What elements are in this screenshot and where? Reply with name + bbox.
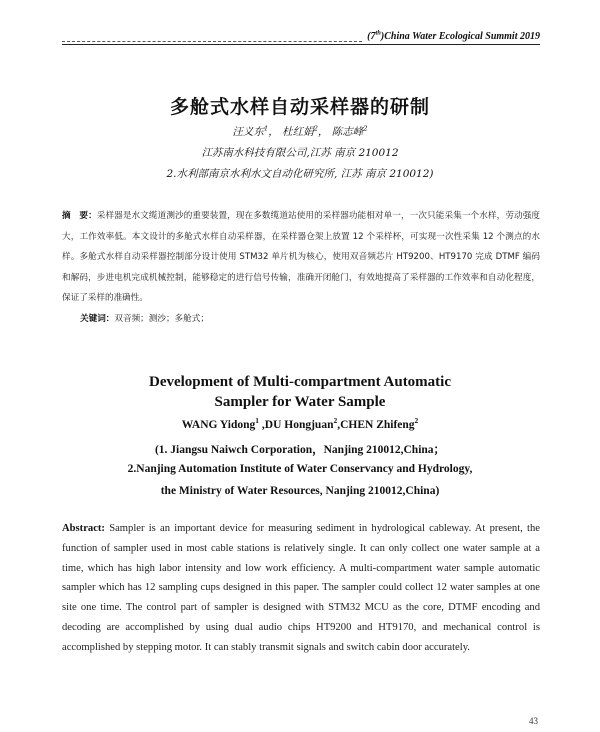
author-en-2-aff: 2: [333, 416, 338, 426]
affiliation-en-1: (1. Jiangsu Naiwch Corporation，Nanjing 210012,China；: [154, 444, 446, 456]
abstract-cn-text: 采样器是水文缆道测沙的重要装置，现在多数缆道站使用的采样器功能相对单一，一次只能采集一个水样，劳动强度大，工作效率低。本文设计的多舱式水样自动采样器，在采样器仓架上放置 12 个采样杯，可实现一次性采集 12 个测点的水样。多舱式水样自动采样器控制部分设计使用 STM32 单片机为核心，使用双音频芯片 HT9200、HT9170 完成 DTMF 编码和解码，步进电机完成机械控制，能够稳定的进行信号传输，准确开闭舱门，有效地提高了采样器的工作效率和自动化程度，保证了采样的准确性。: [62, 211, 540, 303]
author-cn-2-aff: 2: [313, 124, 318, 133]
title-en-line-2: Sampler for Water Sample: [214, 394, 386, 410]
abstract-en-label: Abstract:: [62, 523, 105, 534]
abstract-english: [62, 519, 540, 658]
affiliation-cn-2: 2.水利部南京水利水文自动化研究所, 江苏 南京 210012): [166, 168, 434, 180]
keywords-chinese: [80, 312, 209, 324]
affiliation-cn-1: 江苏南水科技有限公司,江苏 南京 210012: [201, 147, 399, 159]
abstract-en-text: Sampler is an important device for measuring sediment in hydrological cableway. At present, the function of sampler used in most cable stations is relatively single. It can only collect one water sample at a time, which has high labor intensity and low work efficiency. A multi-compartment water sample automatic sampler which has 12 sampling cups designed in this paper. The sampler could collect 12 water samples at one site one time. The control part of sampler is designed with STM32 MCU as the core, DTMF encoding and decoding are accomplished by using dual audio chips HT9200 and HT9170, and mechanical control is accomplished by stepping motor. It can stably transmit signals and switch cabin door accurately.: [62, 523, 540, 653]
affiliation-en-3: the Ministry of Water Resources, Nanjing 210012,China): [160, 485, 440, 497]
author-en-3: CHEN Zhifeng: [340, 419, 415, 431]
authors-chinese: 汪义东$^1$， 杜红娟$^2$， 陈志峰$^2$: [232, 124, 368, 138]
header-dashed-rule: [62, 41, 362, 42]
author-cn-3: 陈志峰: [331, 126, 364, 138]
author-cn-3-aff: 2: [363, 124, 368, 133]
affiliation-en-2: 2.Nanjing Automation Institute of Water Conservancy and Hydrology,: [127, 463, 473, 475]
keywords-cn-text: 双音频；测沙；多舱式；: [114, 314, 209, 324]
page-number: 43: [529, 716, 538, 726]
abstract-cn-label: 摘 要：: [62, 211, 97, 221]
abstract-chinese: [62, 206, 540, 309]
author-en-2: DU Hongjuan: [264, 419, 334, 431]
author-en-1: WANG Yidong: [181, 419, 256, 431]
keywords-cn-label: 关键词：: [80, 314, 115, 324]
running-head: [367, 31, 540, 42]
author-en-1-aff: 1: [255, 416, 260, 426]
author-cn-2: 杜红娟: [282, 126, 314, 138]
header-rule: [62, 44, 540, 45]
running-head-pre: (7: [367, 31, 376, 42]
author-cn-1-aff: 1: [263, 124, 269, 133]
author-cn-1: 汪义东: [232, 126, 264, 138]
title-en-line-1: Development of Multi-compartment Automatic: [148, 374, 451, 390]
title-chinese: 多舱式水样自动采样器的研制: [169, 96, 430, 118]
title-english: [0, 372, 600, 412]
author-en-3-aff: 2: [414, 416, 419, 426]
running-head-post: )China Water Ecological Summit 2019: [380, 31, 540, 42]
authors-english: WANG Yidong$^1$ ,DU Hongjuan$^2$,CHEN Zhifeng$^2$: [181, 416, 419, 431]
running-head-sup: th: [375, 29, 381, 37]
